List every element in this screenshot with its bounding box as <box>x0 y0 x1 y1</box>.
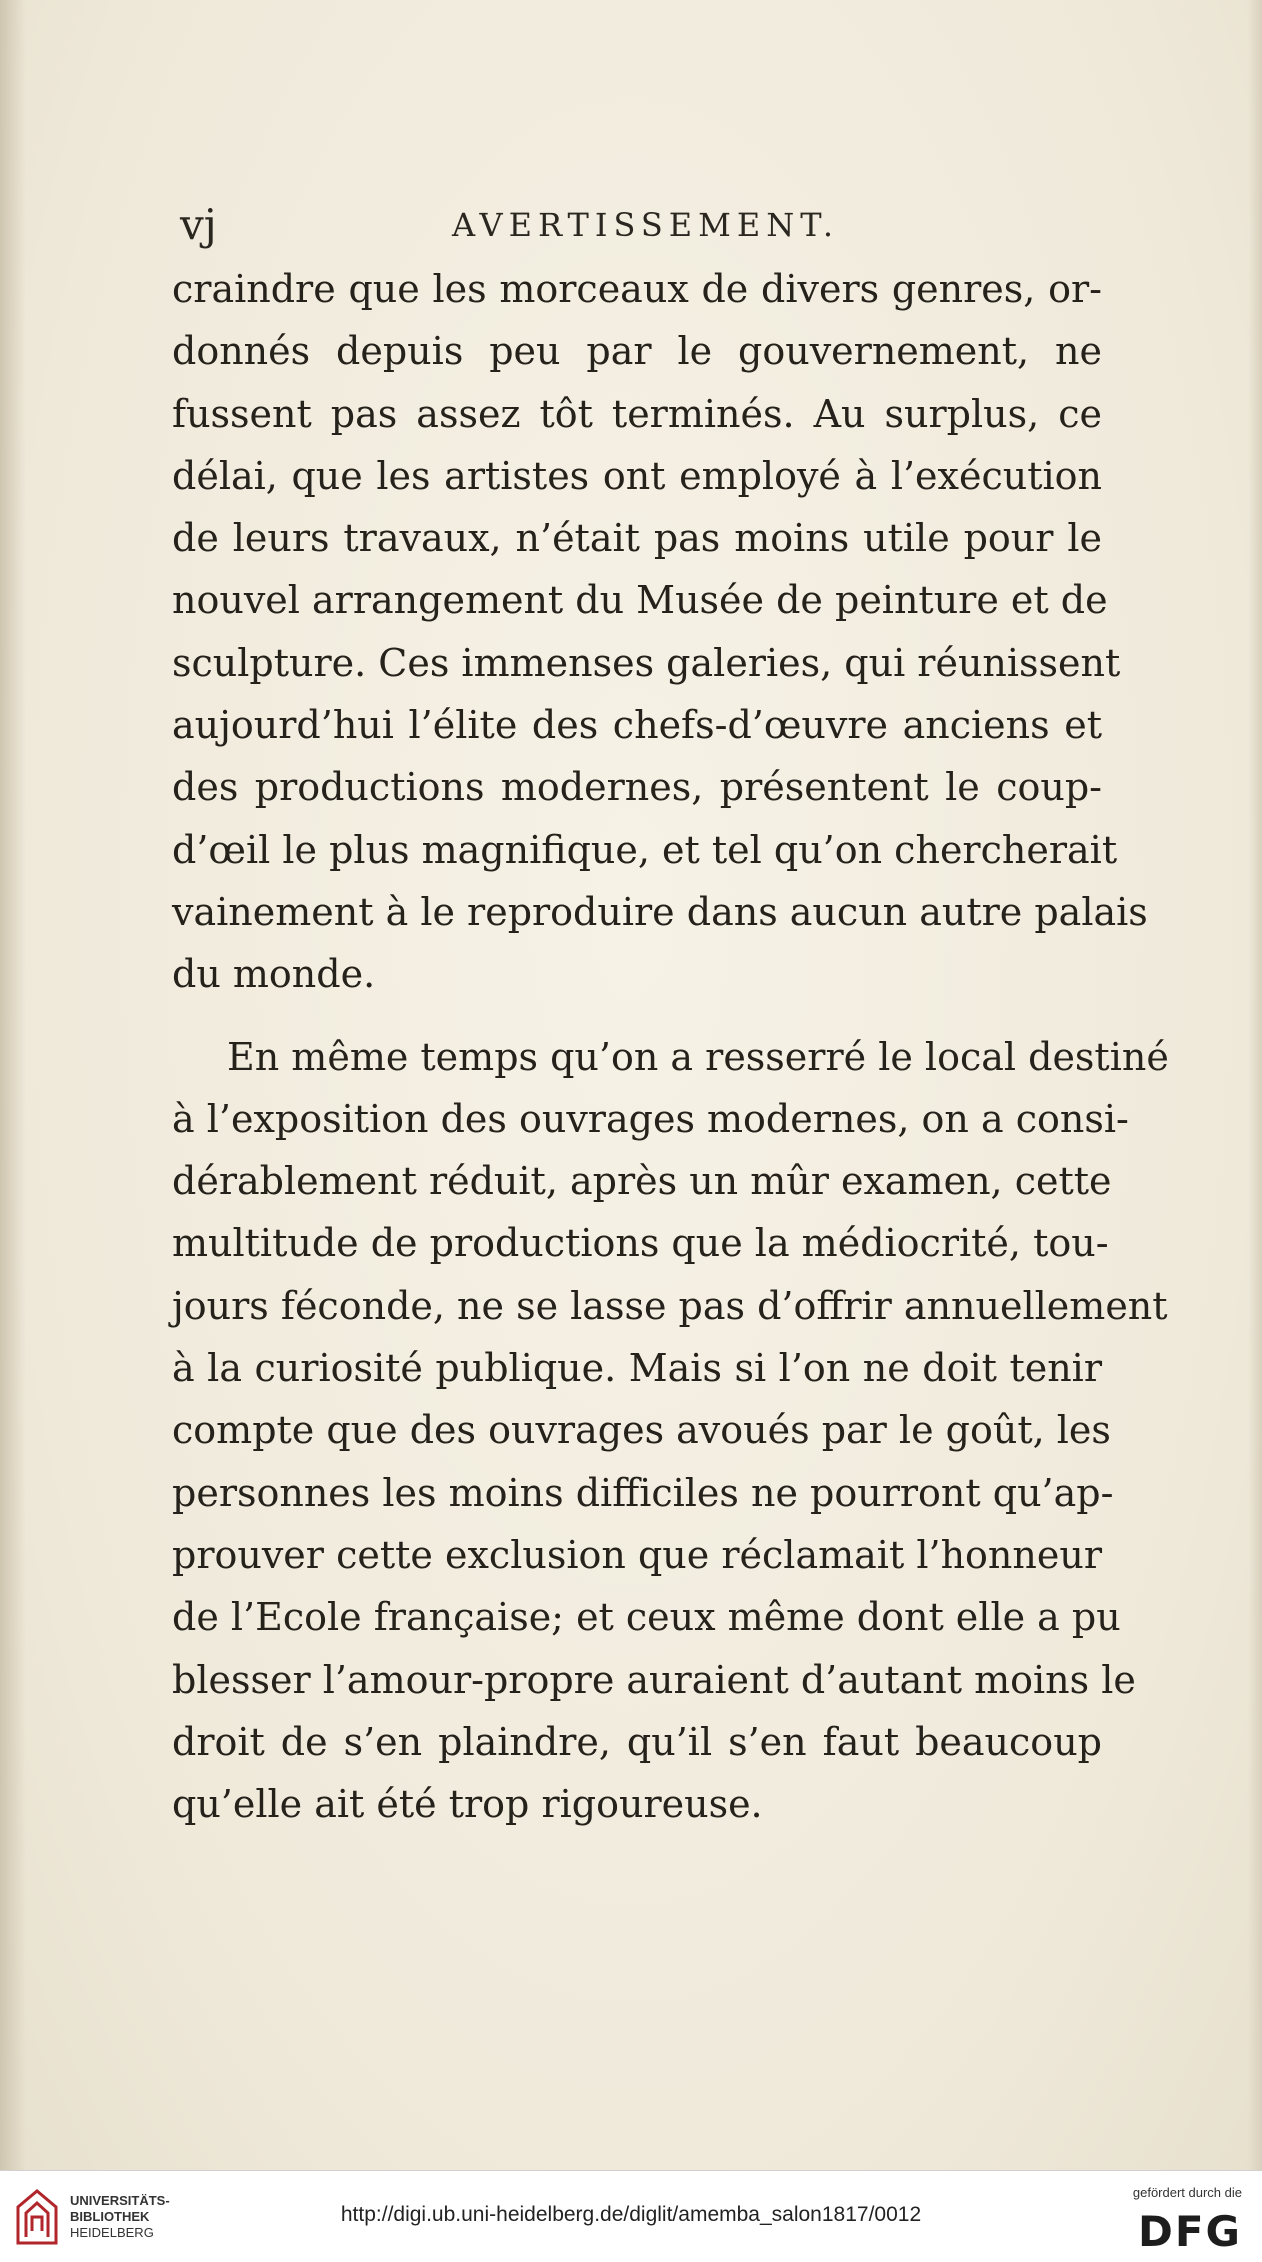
text-line: à la curiosité publique. Mais si l’on ne doit tenir <box>172 1346 1102 1391</box>
text-line: de leurs travaux, n’était pas moins utile pour le <box>172 516 1102 561</box>
text-line: d’œil le plus magnifique, et tel qu’on chercherait <box>172 827 1118 872</box>
text-line: prouver cette exclusion que réclamait l’honneur <box>172 1532 1102 1577</box>
text-line: droit de s’en plaindre, qu’il s’en faut beaucoup <box>172 1719 1102 1764</box>
paragraph-gap <box>172 1006 1102 1026</box>
text-line: qu’elle ait été trop rigoureuse. <box>172 1782 763 1827</box>
text-line: donnés depuis peu par le gouvernement, ne <box>172 329 1102 374</box>
text-line: fussent pas assez tôt terminés. Au surplus, ce <box>172 391 1102 436</box>
text-line: sculpture. Ces immenses galeries, qui réunissent <box>172 640 1121 685</box>
digitization-footer <box>0 2170 1262 2262</box>
funded-by-label: gefördert durch die <box>1132 2185 1242 2200</box>
text-line: multitude de productions que la médiocrité, tou- <box>172 1221 1109 1266</box>
page-number: vj <box>180 200 217 249</box>
running-head <box>180 200 1090 260</box>
permalink-url[interactable]: http://digi.ub.uni-heidelberg.de/diglit/amemba_salon1817/0012 <box>340 2203 922 2226</box>
running-title: AVERTISSEMENT. <box>452 206 840 244</box>
text-line: compte que des ouvrages avoués par le goût, les <box>172 1408 1111 1453</box>
text-line: craindre que les morceaux de divers genres, or- <box>172 267 1102 311</box>
text-line: jours féconde, ne se lasse pas d’offrir annuellement <box>172 1283 1168 1328</box>
text-line: blesser l’amour-propre auraient d’autant moins le <box>172 1657 1136 1702</box>
paragraph <box>172 1026 1169 1836</box>
text-line: du monde. <box>172 952 376 997</box>
text-line: En même temps qu’on a resserré le local destiné <box>227 1034 1169 1079</box>
library-city: HEIDELBERG <box>70 2225 154 2240</box>
page-gutter-shadow <box>0 0 26 2170</box>
text-line: de l’Ecole française; et ceux même dont elle a pu <box>172 1595 1121 1640</box>
paragraph <box>172 258 1148 1006</box>
dfg-logo: DFG <box>1137 2207 1242 2256</box>
text-line: vainement à le reproduire dans aucun autre palais <box>172 889 1148 934</box>
library-name-line: BIBLIOTHEK <box>70 2209 150 2224</box>
text-line: à l’exposition des ouvrages modernes, on a consi- <box>172 1096 1129 1141</box>
text-line: des productions modernes, présentent le coup- <box>172 765 1102 810</box>
text-line: nouvel arrangement du Musée de peinture et de <box>172 578 1108 623</box>
text-line: personnes les moins difficiles ne pourront qu’ap- <box>172 1470 1114 1515</box>
body-text <box>172 258 1169 1835</box>
library-name-line: UNIVERSITÄTS- <box>70 2193 170 2208</box>
page-edge-shadow <box>1248 0 1262 2170</box>
text-line: dérablement réduit, après un mûr examen, cette <box>172 1159 1112 1204</box>
text-line: aujourd’hui l’élite des chefs-d’œuvre anciens et <box>172 703 1102 748</box>
text-line: délai, que les artistes ont employé à l’exécution <box>172 453 1102 498</box>
